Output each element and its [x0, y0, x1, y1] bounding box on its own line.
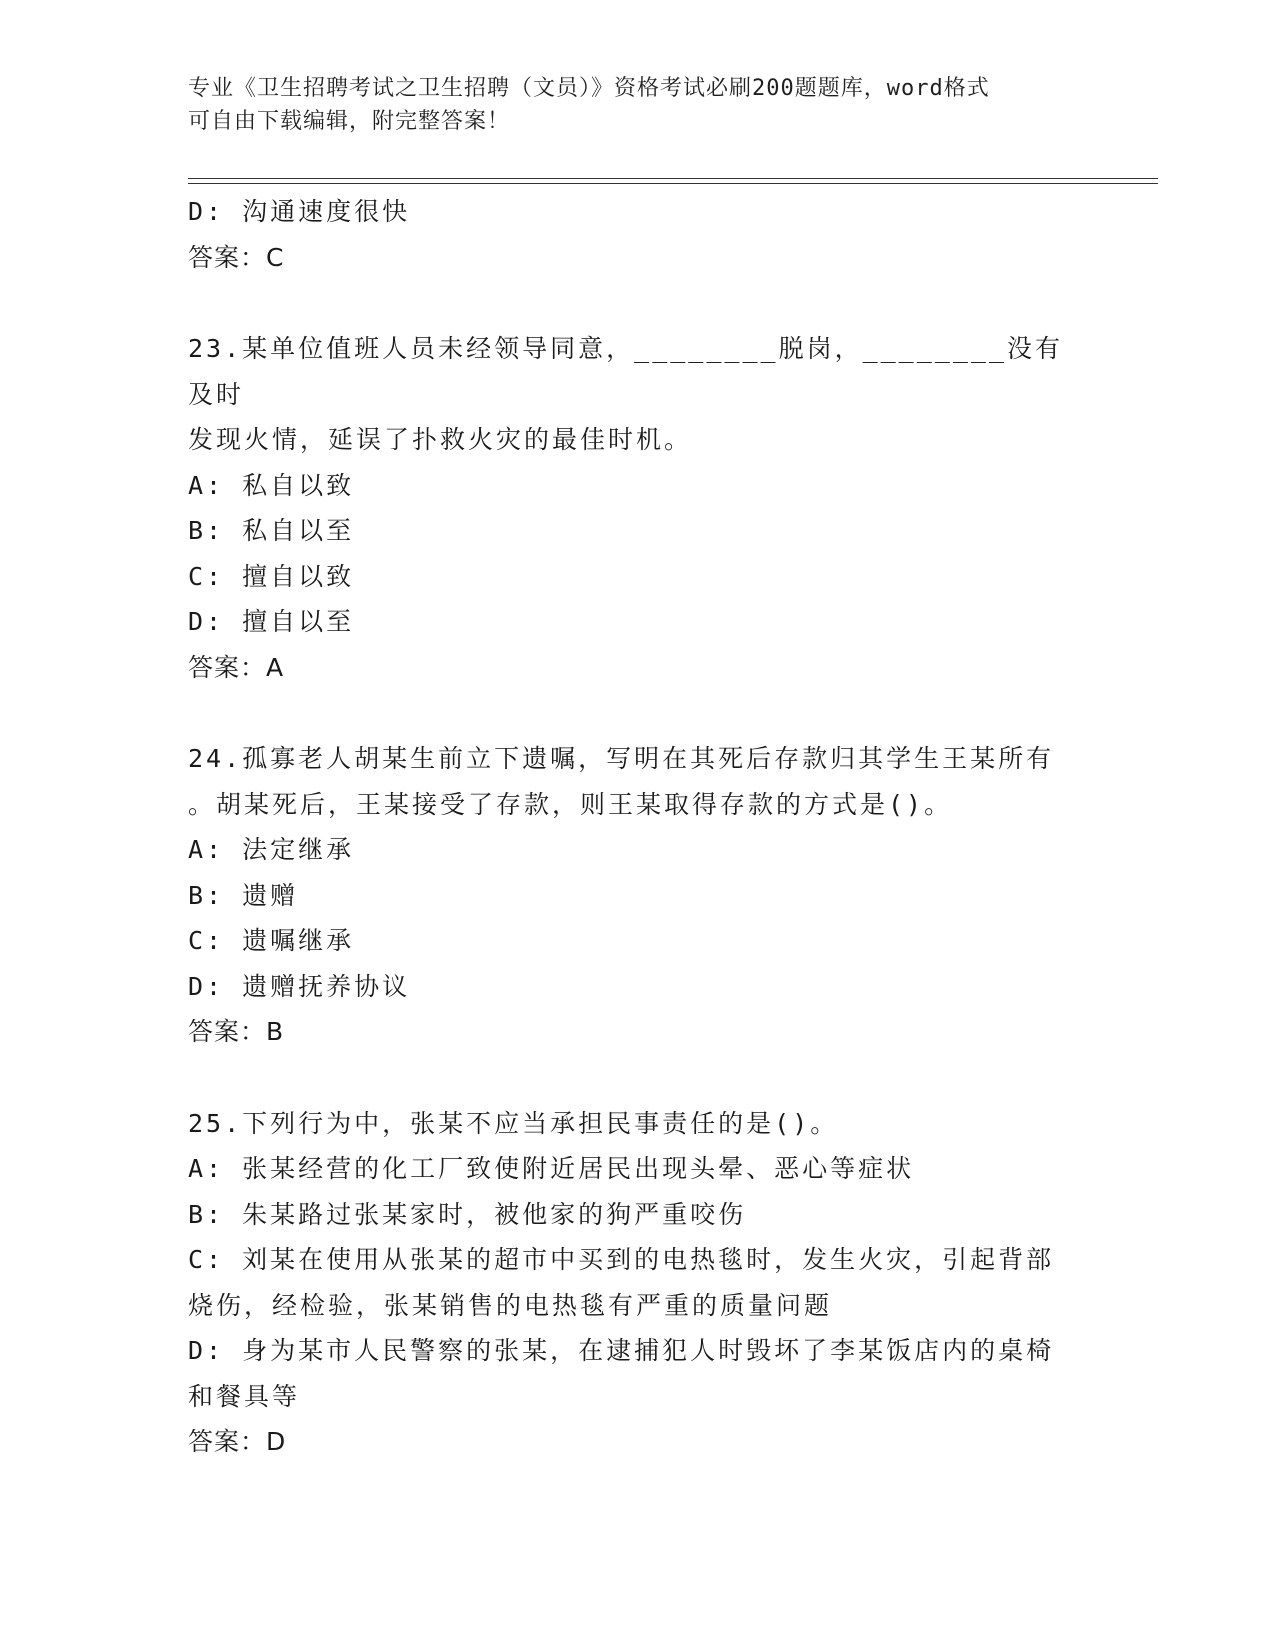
option-d: D: 擅自以至	[188, 607, 355, 636]
answer-line: 答案：A	[188, 652, 285, 682]
header-divider-top	[188, 178, 1158, 179]
option-d: D: 遗赠抚养协议	[188, 971, 411, 1001]
answer-line: 答案：D	[188, 1427, 287, 1456]
question-list	[188, 189, 1088, 1465]
question-stem-line: 发现火情，延误了扑救火灾的最佳时机。	[188, 425, 693, 454]
question-stem-line: 25.下列行为中，张某不应当承担民事责任的是()。	[188, 1108, 839, 1138]
question-stem-line: 23.某单位值班人员未经领导同意，________脱岗，________没有及时	[188, 334, 1063, 409]
option-d: D: 沟通速度很快	[188, 197, 411, 226]
option-a: A: 私自以致	[188, 470, 355, 500]
answer-line: 答案：C	[188, 242, 285, 272]
option-b: B: 遗赠	[188, 880, 299, 910]
option-a: A: 张某经营的化工厂致使附近居民出现头晕、恶心等症状	[188, 1154, 915, 1183]
option-b: B: 私自以至	[188, 516, 355, 545]
option-a: A: 法定继承	[188, 835, 355, 864]
header-divider-bottom	[188, 183, 1158, 184]
question-25	[188, 1101, 1088, 1465]
document-header	[188, 72, 1088, 138]
option-b: B: 朱某路过张某家时，被他家的狗严重咬伤	[188, 1199, 747, 1229]
previous-question-tail	[188, 189, 1088, 280]
question-24	[188, 736, 1088, 1055]
header-line-1: 专业《卫生招聘考试之卫生招聘（文员）》资格考试必刷200题题库，word格式	[188, 76, 990, 101]
question-stem-line: 24.孤寡老人胡某生前立下遗嘱，写明在其死后存款归其学生王某所有	[188, 744, 1055, 773]
header-line-2: 可自由下载编辑，附完整答案！	[188, 109, 511, 134]
option-c: C: 擅自以致	[188, 561, 355, 591]
question-stem-line: 。胡某死后，王某接受了存款，则王某取得存款的方式是()。	[188, 789, 953, 819]
answer-line: 答案：B	[188, 1017, 285, 1046]
option-d: D: 身为某市人民警察的张某，在逮捕犯人时毁坏了李某饭店内的桌椅 和餐具等	[188, 1336, 1055, 1411]
option-c: C: 遗嘱继承	[188, 926, 355, 955]
option-c: C: 刘某在使用从张某的超市中买到的电热毯时，发生火灾，引起背部 烧伤，经检验，张某销售的电热毯有严重的质量问题	[188, 1245, 1055, 1320]
question-23	[188, 326, 1088, 690]
